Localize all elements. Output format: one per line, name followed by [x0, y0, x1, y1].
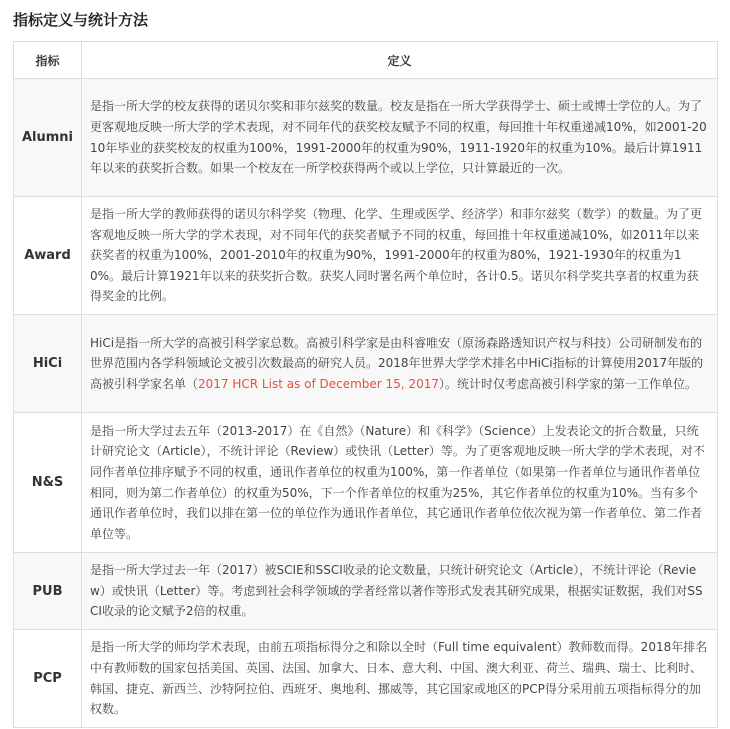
- indicator-cell: PCP: [14, 630, 82, 728]
- indicator-cell: PUB: [14, 553, 82, 630]
- table-row-hici: [14, 315, 718, 413]
- table-row-pub: [14, 553, 718, 630]
- table-row-ns: [14, 413, 718, 553]
- definition-text: HiCi是指一所大学的高被引科学家总数。高被引科学家是由科睿唯安（原汤森路透知识产权与科技）公司研制发布的世界范围内各学科领域论文被引次数最高的研究人员。2018年世界大学学术排名中HiCi指标的计算使用2017年版的高被引科学家名单（: [90, 335, 704, 391]
- definition-text: ）。统计时仅考虑高被引科学家的第一工作单位。: [439, 376, 698, 391]
- indicator-cell: HiCi: [14, 315, 82, 413]
- header-definition: 定义: [82, 42, 718, 79]
- table-row-award: [14, 197, 718, 315]
- indicator-cell: N&S: [14, 413, 82, 553]
- indicator-cell: Award: [14, 197, 82, 315]
- hcr-list-link[interactable]: 2017 HCR List as of December 15, 2017: [198, 376, 439, 391]
- definition-table: [13, 41, 718, 728]
- definition-cell: 是指一所大学的校友获得的诺贝尔奖和菲尔兹奖的数量。校友是指在一所大学获得学士、硕士或博士学位的人。为了更客观地反映一所大学的学术表现，对不同年代的获奖校友赋予不同的权重，每回推十年权重递减10%，如2001-2010年毕业的获奖校友的权重为100%，1991-2000年的权重为90%，1911-1920年的权重为10%。最后计算1911年以来的获奖折合数。如果一个校友在一所学校获得两个或以上学位，只计算最近的一次。: [82, 79, 718, 197]
- definition-cell: [82, 315, 718, 413]
- definition-cell: 是指一所大学过去五年（2013-2017）在《自然》（Nature）和《科学》（Science）上发表论文的折合数量，只统计研究论文（Article），不统计评论（Review）或快讯（Letter）等。为了更客观地反映一所大学的学术表现，对不同作者单位排序赋予不同的权重，通讯作者单位的权重为100%，第一作者单位（如果第一作者单位与通讯作者单位相同，则为第二作者单位）的权重为50%，下一个作者单位的权重为25%，其它作者单位的权重为10%。当有多个通讯作者单位时，我们以排在第一位的单位作为通讯作者单位，其它通讯作者单位依次视为第一作者单位、第二作者单位等。: [82, 413, 718, 553]
- definition-cell: 是指一所大学的师均学术表现，由前五项指标得分之和除以全时（Full time equivalent）教师数而得。2018年排名中有教师数的国家包括美国、英国、法国、加拿大、日本、意大利、中国、澳大利亚、荷兰、瑞典、瑞士、比利时、韩国、捷克、新西兰、沙特阿拉伯、西班牙、奥地利、挪威等，其它国家或地区的PCP得分采用前五项指标得分的加权数。: [82, 630, 718, 728]
- table-row-alumni: [14, 79, 718, 197]
- table-row-pcp: [14, 630, 718, 728]
- page-title: 指标定义与统计方法: [13, 11, 149, 29]
- definition-cell: 是指一所大学的教师获得的诺贝尔科学奖（物理、化学、生理或医学、经济学）和菲尔兹奖（数学）的数量。为了更客观地反映一所大学的学术表现，对不同年代的获奖者赋予不同的权重，每回推十年权重递减10%，如2011年以来获奖者的权重为100%，2001-2010年的权重为90%，1991-2000年的权重为80%，1921-1930年的权重为10%。最后计算1921年以来的获奖折合数。获奖人同时署名两个单位时，各计0.5。诺贝尔科学奖共享者的权重为获得奖金的比例。: [82, 197, 718, 315]
- indicator-cell: Alumni: [14, 79, 82, 197]
- table-header-row: [14, 42, 718, 79]
- definition-cell: 是指一所大学过去一年（2017）被SCIE和SSCI收录的论文数量，只统计研究论文（Article），不统计评论（Review）或快讯（Letter）等。考虑到社会科学领域的学者经常以著作等形式发表其研究成果，根据实证数据，我们对SSCI收录的论文赋予2倍的权重。: [82, 553, 718, 630]
- header-indicator: 指标: [14, 42, 82, 79]
